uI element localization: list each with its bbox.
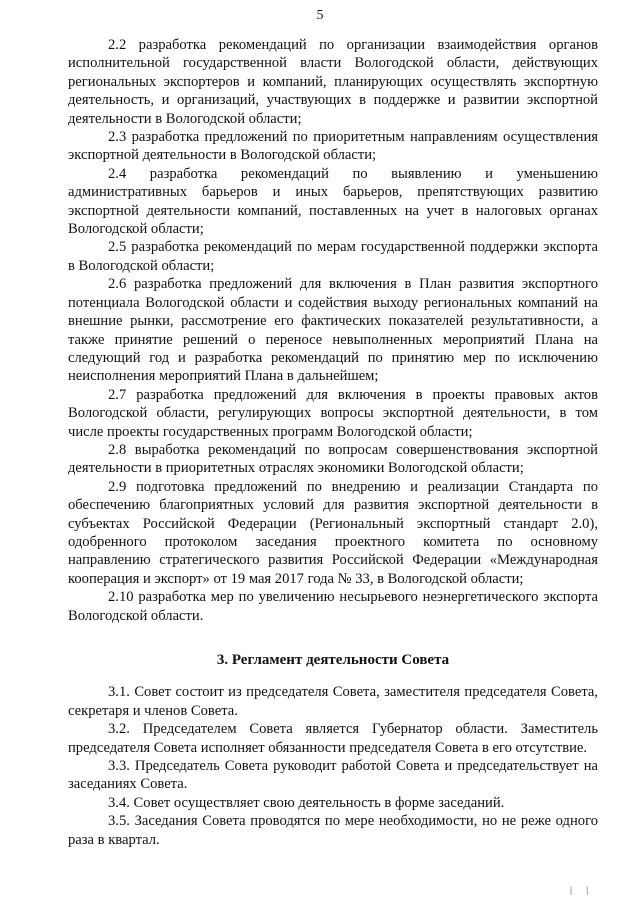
paragraph-2-6: 2.6 разработка предложений для включения в План развития экспортного потенциала Вологодской области и содействия выходу региональных компаний на внешние рынки, рассмотрение его фактических показателей результативности, а также принятие решений о переносе невыполненных мероприятий Плана на следующий год и разработка рекомендаций по принятию мер по исключению неисполнения мероприятий Плана в дальнейшем; (68, 276, 598, 385)
paragraph-2-2: 2.2 разработка рекомендаций по организации взаимодействия органов исполнительной государственной власти Вологодской области, действующих региональных экспортеров и компаний, планирующих осуществлять экспортную деятельность, и организаций, участвующих в поддержке и развитии экспортной деятельности в Вологодской области; (68, 37, 598, 127)
paragraph-2-9: 2.9 подготовка предложений по внедрению и реализации Стандарта по обеспечению благоприятных условий для развития экспортной деятельности в субъектах Российской Федерации (Региональный экспортный стандарт 2.0), одобренного протоколом заседания проектного комитета по основному направлению стратегического развития Российской Федерации «Международная кооперация и экспорт» от 19 мая 2017 года № 33, в Вологодской области; (68, 478, 598, 587)
scan-corner-marks: | | (570, 885, 594, 895)
paragraph-3-3: 3.3. Председатель Совета руководит работой Совета и председательствует на заседаниях Совета. (68, 758, 598, 793)
paragraph-2-8: 2.8 выработка рекомендаций по вопросам совершенствования экспортной деятельности в приоритетных отраслях экономики Вологодской области; (68, 441, 598, 477)
section-title: 3. Регламент деятельности Совета (216, 652, 450, 668)
paragraph-2-7: 2.7 разработка предложений для включения в проекты правовых актов Вологодской области, регулирующих вопросы экспортной деятельности, в том числе проекты государственных программ Вологодской области; (68, 386, 598, 440)
paragraph-2-4: 2.4 разработка рекомендаций по выявлению и уменьшению административных барьеров и иных барьеров, препятствующих развитию экспортной деятельности компаний, поставленных на учет в налоговых органах Вологодской области; (68, 165, 598, 238)
paragraph-2-10: 2.10 разработка мер по увеличению несырьевого неэнергетического экспорта Вологодской области. (68, 589, 598, 624)
paragraph-2-5: 2.5 разработка рекомендаций по мерам государственной поддержки экспорта в Вологодской области; (68, 239, 598, 274)
paragraph-2-3: 2.3 разработка предложений по приоритетным направлениям осуществления экспортной деятельности в Вологодской области; (68, 129, 598, 164)
document-body (68, 36, 598, 849)
paragraph-3-2: 3.2. Председателем Совета является Губернатор области. Заместитель председателя Совета исполняет обязанности председателя Совета в его отсутствие. (68, 721, 598, 756)
page-number: 5 (316, 8, 324, 23)
paragraph-3-1: 3.1. Совет состоит из председателя Совета, заместителя председателя Совета, секретаря и членов Совета. (68, 684, 598, 719)
paragraph-3-5: 3.5. Заседания Совета проводятся по мере необходимости, но не реже одного раза в квартал. (68, 813, 598, 848)
paragraph-3-4: 3.4. Совет осуществляет свою деятельность в форме заседаний. (108, 794, 505, 811)
